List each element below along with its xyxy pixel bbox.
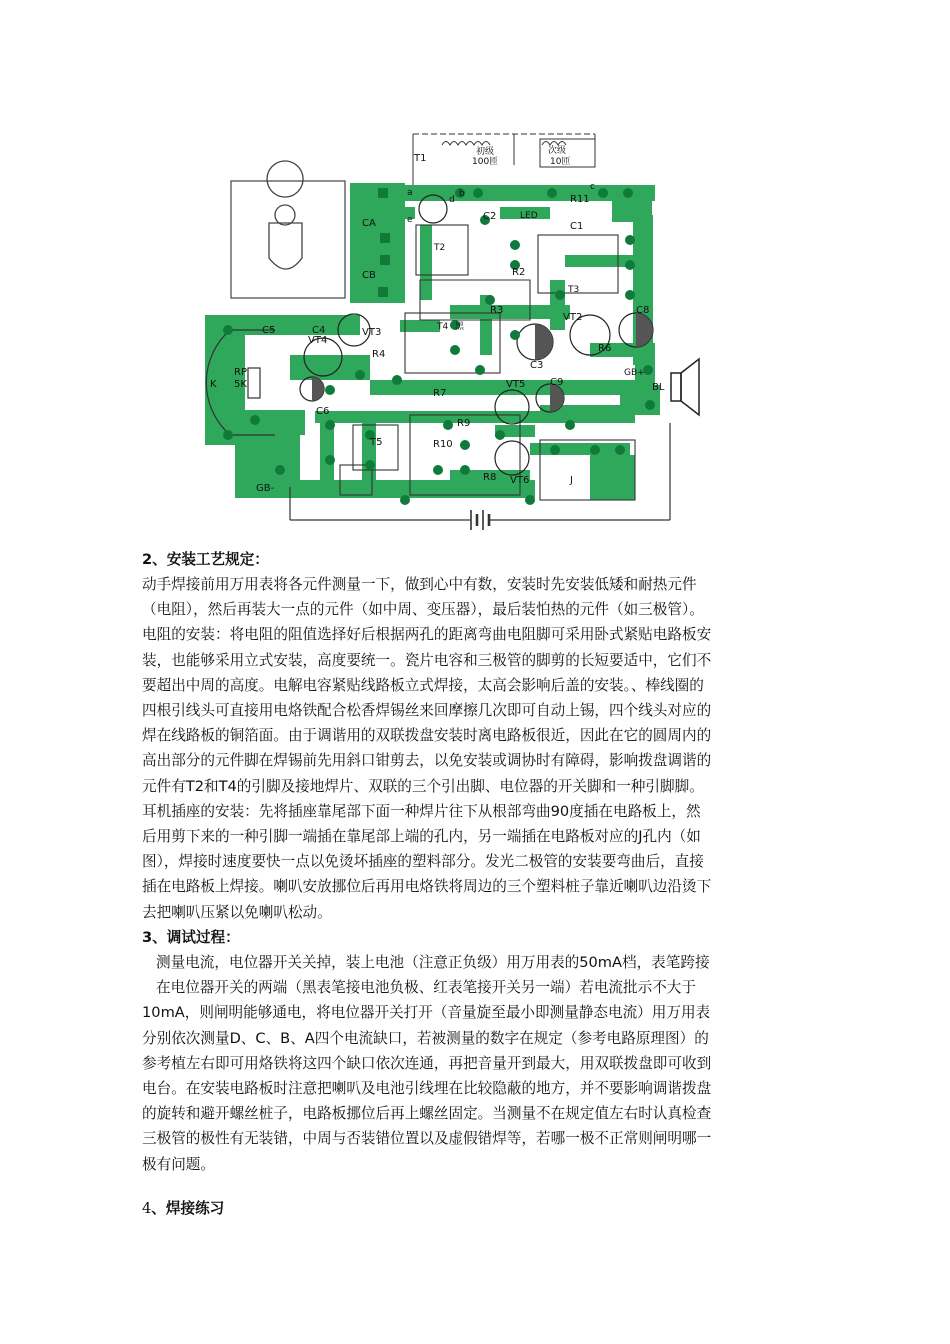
label-r4: R4 [372,349,386,360]
label-vt4: VT4 [308,335,328,346]
label-r9: R9 [457,418,471,429]
pin-a: a [407,188,413,198]
label-secondary-turns: 10匝 [550,157,571,167]
dial-hole [267,161,303,197]
speaker-symbol [671,359,699,415]
label-gb-minus: GB- [256,483,275,494]
label-cb: CB [362,270,376,281]
section4-title [142,1196,822,1221]
label-vt3: VT3 [362,327,382,338]
label-t4: T4 [437,322,449,332]
label-primary-turns: 100匝 [472,157,499,167]
section2-line: 元件有T2和T4的引脚及接地焊片、双联的三个引出脚、电位器的开关脚和一种引脚脚。 [142,777,704,795]
section2-body [142,572,822,925]
section2-line: 要超出中周的高度。电解电容紧贴线路板立式焊接，太高会影响后盖的安装。、棒线圈的 [142,676,704,694]
section2-line: （电阻），然后再装大一点的元件（如中周、变压器），最后装怕热的元件（如三极管）。 [142,601,704,619]
section2-line: 后用剪下来的一种引脚一端插在靠尾部上端的孔内，另一端插在电路板对应的J孔内（如 [142,828,701,846]
section3-line: 三极管的极性有无装错，中周与否装错位置以及虚假错焊等，若哪一极不正常则闸明哪一 [142,1130,712,1148]
label-k: K [210,379,217,390]
label-c2: C2 [483,211,497,222]
label-j: J [570,475,573,486]
label-c3: C3 [530,360,544,371]
battery-outline [231,181,345,298]
label-ca: CA [362,218,376,229]
section3-line: 电台。在安装电路板时注意把喇叭及电池引线埋在比较隐蔽的地方，并不要影响调谐拨盘 [142,1080,712,1098]
label-c1: C1 [570,221,584,232]
section3-line: 的旋转和避开螺丝桩子，电路板挪位后再上螺丝固定。当测量不在规定值左右时认真检查 [142,1105,712,1123]
section3-line: 在电位器开关的两端（黑表笔接电池负极、红表笔接开关另一端）若电流批示不大于 [156,979,696,997]
label-c4: C4 [312,325,326,336]
label-c9: C9 [550,377,564,388]
section2-line: 焊在线路板的铜箔面。由于调谐用的双联拨盘安装时离电路板很近，因此在它的圆周内的 [142,727,712,745]
label-c8: C8 [636,305,650,316]
label-c5: C5 [262,325,276,336]
section4-number: 4 [142,1200,152,1217]
pin-e: e [407,215,413,225]
section2-line: 动手焊接前用万用表将各元件测量一下，做到心中有数，安装时先安装低矮和耐热元件 [142,576,697,593]
pcb-layout-figure [150,125,710,535]
label-led: LED [520,211,538,221]
label-primary: 初级 [476,147,495,157]
vt6-outline [495,441,529,475]
section3-line: 参考植左右即可用烙铁将这四个缺口依次连通，再把音量开到最大，用双联拨盘即可收到 [142,1054,712,1072]
label-r3: R3 [490,305,504,316]
pin-d: d [449,195,455,205]
label-secondary: 次级 [548,146,567,156]
label-vt6: VT6 [510,475,530,486]
section2-line: 插在电路板上焊接。喇叭安放挪位后再用电烙铁将周边的三个塑料桩子靠近喇叭边沿烫下 [142,878,712,896]
label-t5: T5 [370,437,383,448]
section2-line: 装，也能够采用立式安装，高度要统一。瓷片电容和三极管的脚剪的长短要适中，它们不 [142,651,712,669]
label-c6: C6 [316,406,330,417]
label-bl: BL [652,382,665,393]
section2-line: 四根引线头可直接用电烙铁配合松香焊锡丝来回摩擦几次即可自动上锡，四个线头对应的 [142,702,712,720]
section3-line: 极有问题。 [142,1155,215,1173]
section2-title: 2、安装工艺规定： [142,551,269,568]
label-r8: R8 [483,472,497,483]
section4-label: 、焊接练习 [151,1200,225,1217]
label-t1: T1 [414,153,427,164]
label-r10: R10 [433,439,453,450]
label-rp: RP [234,367,247,378]
section3-title: 3、调试过程： [142,929,240,946]
section2-line: 去把喇叭压紧以免喇叭松动。 [142,903,332,921]
pin-c: c [590,182,595,192]
section3-body [142,950,822,1177]
section3-line: 测量电流，电位器开关关掉，装上电池（注意正负级）用万用表的50mA档，表笔跨接 [156,954,710,971]
label-t2: T2 [434,243,446,253]
section2-line: 耳机插座的安装：先将插座靠尾部下面一种焊片往下从根部弯曲90度插在电路板上，然 [142,802,701,820]
label-r7: R7 [433,388,447,399]
section2-line: 图），焊接时速度要快一点以免烫坏插座的塑料部分。发光二极管的安装要弯曲后，直接 [142,853,704,871]
label-rp-value: 5K [234,379,247,390]
pin-b: b [459,189,465,199]
label-gb-plus: GB+ [624,368,645,378]
label-r11: R11 [570,194,590,205]
label-t3: T3 [568,285,580,295]
label-vt2: VT2 [563,312,583,323]
label-vt5: VT5 [506,379,526,390]
label-r6: R6 [598,343,612,354]
section2-line: 高出部分的元件脚在焊锡前先用斜口钳剪去，以免安装或调协时有障碍，影响拨盘调谐的 [142,752,712,770]
rp-outline [248,368,260,398]
section2-line: 电阻的安装：将电阻的阻值选择好后根据两孔的距离弯曲电阻脚可采用卧式紧贴电路板安 [142,626,712,644]
section3-line: 10mA，则闸明能够通电，将电位器开关打开（音量旋至最小即测量静态电流）用万用表 [142,1004,711,1022]
label-r2: R2 [512,267,526,278]
label-t4-color: 黑 [455,322,465,332]
section3-line: 分别依次测量D、C、B、A四个电流缺口，若被测量的数字在规定（参考电路原理图）的 [142,1029,709,1047]
